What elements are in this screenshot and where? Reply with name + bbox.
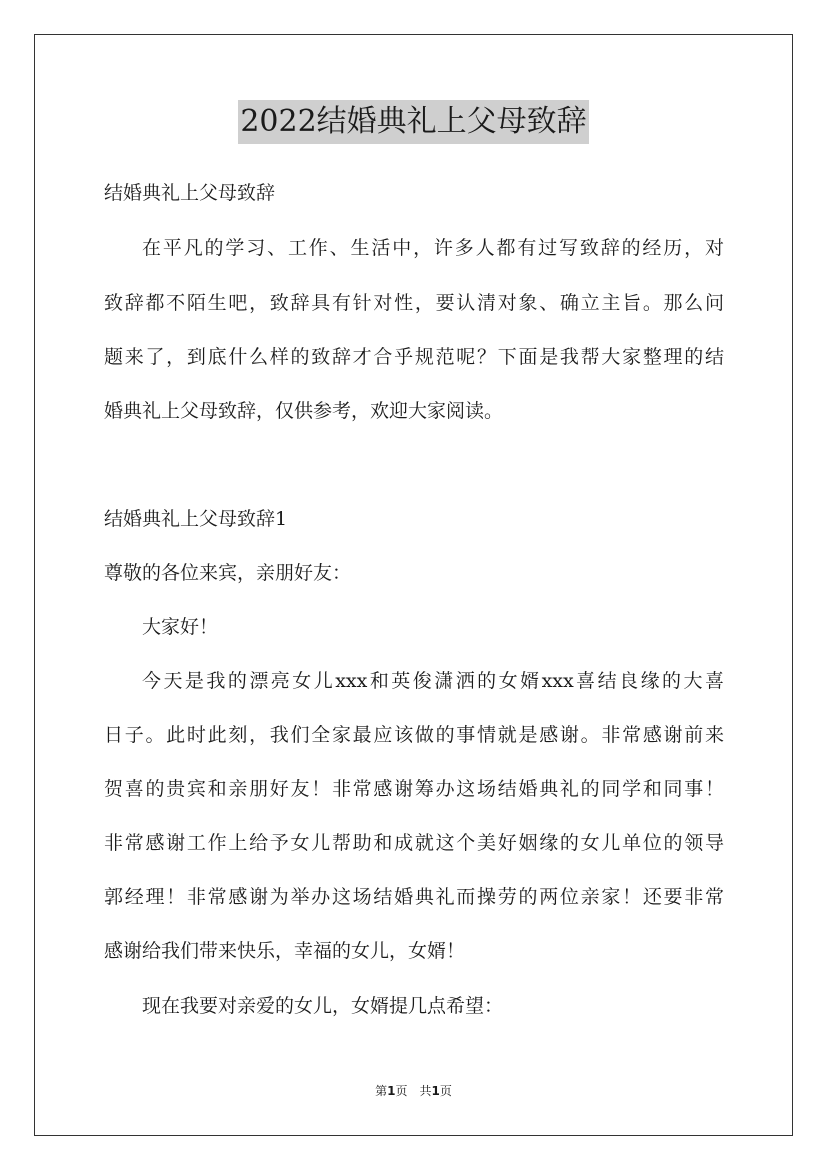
section-heading: 结婚典礼上父母致辞1 bbox=[104, 508, 288, 530]
body-line-2: 日子。此时此刻，我们全家最应该做的事情就是感谢。非常感谢前来 bbox=[104, 724, 724, 746]
intro-line-1: 在平凡的学习、工作、生活中，许多人都有过写致辞的经历，对 bbox=[142, 237, 724, 259]
intro-line-3: 题来了，到底什么样的致辞才合乎规范呢？下面是我帮大家整理的结 bbox=[104, 346, 724, 368]
intro-line-4: 婚典礼上父母致辞，仅供参考，欢迎大家阅读。 bbox=[104, 400, 504, 422]
intro-line-2: 致辞都不陌生吧，致辞具有针对性，要认清对象、确立主旨。那么问 bbox=[104, 292, 724, 314]
subheading: 结婚典礼上父母致辞 bbox=[104, 182, 276, 204]
document-title: 2022结婚典礼上父母致辞 bbox=[238, 100, 588, 144]
footer-prefix: 第 bbox=[375, 1084, 388, 1098]
body-line-4: 非常感谢工作上给予女儿帮助和成就这个美好姻缘的女儿单位的领导 bbox=[104, 832, 724, 854]
title-container bbox=[0, 100, 827, 144]
page-footer bbox=[0, 1083, 827, 1099]
footer-total-pages: 1 bbox=[431, 1084, 440, 1098]
body-line-5: 郭经理！非常感谢为举办这场结婚典礼而操劳的两位亲家！还要非常 bbox=[104, 886, 724, 908]
footer-suffix: 页 bbox=[439, 1084, 452, 1098]
salutation: 尊敬的各位来宾，亲朋好友： bbox=[104, 562, 352, 584]
greeting: 大家好！ bbox=[142, 616, 219, 638]
closing-line: 现在我要对亲爱的女儿，女婿提几点希望： bbox=[142, 995, 504, 1017]
body-line-1: 今天是我的漂亮女儿xxx和英俊潇洒的女婿xxx喜结良缘的大喜 bbox=[142, 670, 724, 692]
footer-mid: 页 共 bbox=[395, 1084, 432, 1098]
body-line-6: 感谢给我们带来快乐，幸福的女儿，女婿！ bbox=[104, 940, 466, 962]
footer-page-number: 1 bbox=[387, 1084, 396, 1098]
body-line-3: 贺喜的贵宾和亲朋好友！非常感谢筹办这场结婚典礼的同学和同事！ bbox=[104, 778, 724, 800]
